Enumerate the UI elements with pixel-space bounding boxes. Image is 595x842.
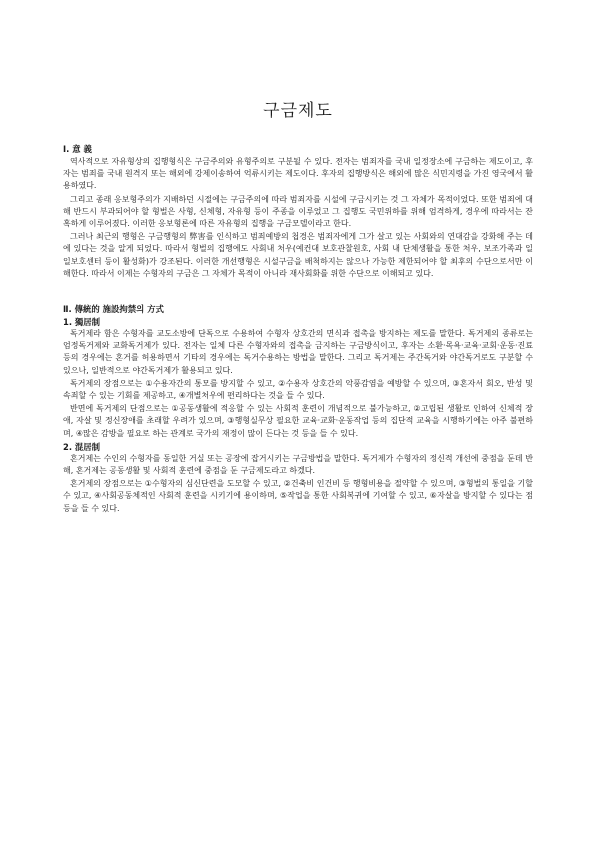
section1-paragraph: 역사적으로 자유형상의 집행형식은 구금주의와 유형주의로 구분될 수 있다. 전자는 범죄자를 국내 일정장소에 구금하는 제도이고, 후자는 범죄를 국내 원격지 또는 해외에 강제이송하여 억류시키는 제도이다. 후자의 집행방식은 해외에 많은 식민지령을 가진 영국에서 활용하였다. xyxy=(63,157,533,191)
section1-heading: Ⅰ. 意 義 xyxy=(63,144,92,154)
congregate-paragraph: 혼거제는 수인의 수형자를 동일한 거실 또는 공장에 잡거시키는 구금방법을 말한다. 독거제가 수형자의 정신적 개선에 중점을 둔데 반해, 혼거제는 공동생활 및 사회적 훈련에 중점을 둔 구금제도라고 하겠다. xyxy=(63,453,533,476)
document-body xyxy=(63,96,533,516)
section1-paragraph: 그리고 종래 응보형주의가 지배하던 시절에는 구금주의에 따라 범죄자를 시설에 구금시키는 것 그 자체가 목적이었다. 또한 범죄에 대해 반드시 부과되어야 할 형벌은 사형, 신체형, 자유형 등이 주종을 이루었고 그 집행도 국민위하를 위해 엄격하게, 경우에 따라서는 잔혹하게 이루어졌다. 이러한 응보형론에 따른 자유형의 집행을 구금모델이라고 한다. xyxy=(63,194,533,229)
solitary-paragraph: 독거제라 함은 수형자를 교도소방에 단독으로 수용하여 수형자 상호간의 면식과 접촉을 방지하는 제도를 말한다. 독거제의 종류로는 엄정독거제와 교화독거제가 있다. 전자는 일체 다른 수형자와의 접촉을 금지하는 구금방식이고, 후자는 소환·목욕·교육·교회·운동·진료 등의 경우에는 혼거를 허용하면서 기타의 경우에는 독거수용하는 방법을 말한다. 그리고 독거제는 주간독거와 야간독거로도 구분할 수 있으나, 일반적으로 야간독거제가 활용되고 있다. xyxy=(63,329,533,375)
section2-heading: Ⅱ. 傳統的 施設拘禁의 方式 xyxy=(63,304,164,315)
solitary-paragraph: 반면에 독거제의 단점으로는 ①공동생활에 적응할 수 있는 사회적 훈련이 개념적으로 불가능하고, ②고립된 생활로 인하여 신체적 장애, 자살 및 정신장애를 초래할 우려가 있으며, ③행형실무상 필요한 교육·교화·운동작업 등의 집단적 교육을 시행하기에는 아주 불편하며, ④많은 감방을 필요로 하는 관계로 국가의 재정이 많이 든다는 것 등을 들 수 있다. xyxy=(63,404,533,438)
subsection-congregate-heading: 2. 混居制 xyxy=(63,441,101,452)
document-title: 구금제도 xyxy=(263,101,333,121)
subsection-solitary-heading: 1. 獨居制 xyxy=(63,317,101,328)
section-spacer xyxy=(63,281,533,303)
congregate-paragraph: 혼거제의 장점으로는 ①수형자의 심신단련을 도모할 수 있고, ②건축비 인건비 등 행형비용을 절약할 수 있으며, ③형벌의 통일을 기할 수 있고, ④사회공동체적인 사회적 훈련을 시키기에 용이하며, ⑤작업을 통한 사회복귀에 기여할 수 있고, ⑥자살을 방지할 수 있다는 점 등을 들 수 있다. xyxy=(63,479,533,513)
solitary-paragraph: 독거제의 장점으로는 ①수용자간의 통모를 방지할 수 있고, ②수용자 상호간의 악풍감염을 예방할 수 있으며, ③혼자서 회오, 반성 및 속죄할 수 있는 기회를 제공하고, ④개별처우에 편리하다는 것을 들 수 있다. xyxy=(63,378,533,401)
section-traditional-methods xyxy=(63,303,533,515)
section1-paragraph: 그러나 최근의 행형은 구금행형의 弊害를 인식하고 범죄예방의 첩경은 범죄자에게 그가 살고 있는 사회와의 연대감을 강화해 주는 데에 있다는 것을 알게 되었다. 따라서 형벌의 집행에도 사회내 처우(예컨대 보호관찰원호, 사회 내 단체생활을 통한 처우, 보조가족과 일일보호센터 등이 활성화)가 강조된다. 이러한 개선행형은 시설구금을 배척하지는 않으나 가능한 제한되어야 할 최후의 수단으로서만 이해한다. 따라서 이제는 수형자의 구금은 그 자체가 목적이 아니라 재사회화를 위한 수단으로 이해되고 있다. xyxy=(63,232,533,278)
section-significance xyxy=(63,143,533,280)
